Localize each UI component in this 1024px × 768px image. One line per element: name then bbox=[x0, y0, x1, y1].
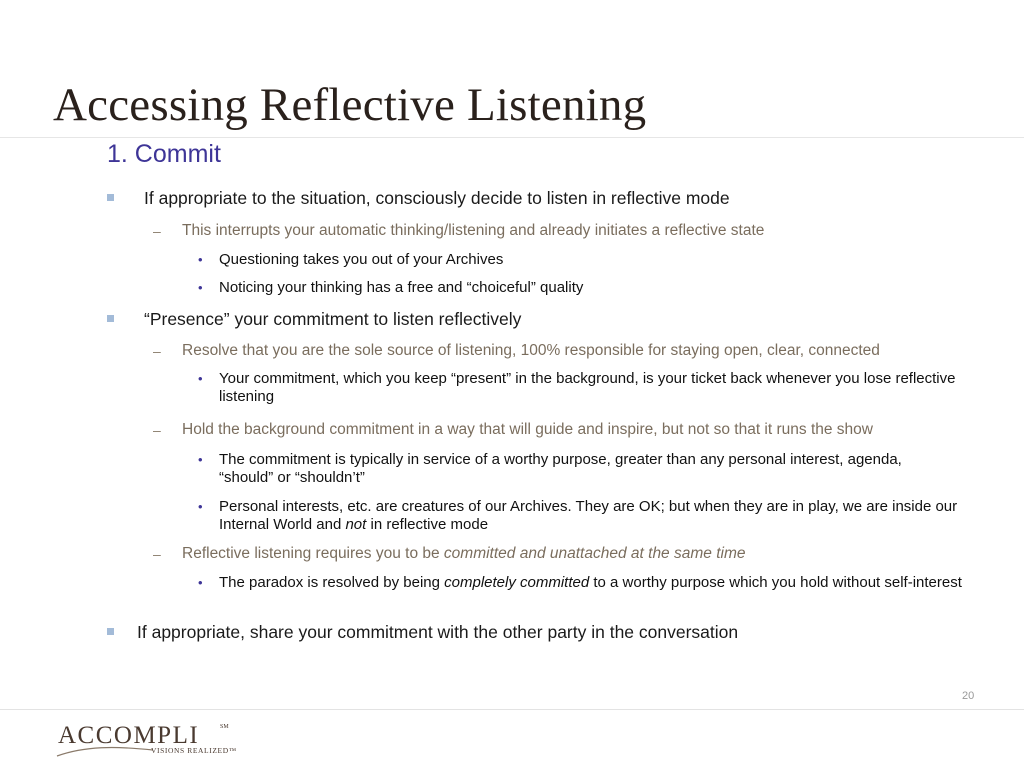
bullet-level3: The paradox is resolved by being completely committed to a worthy purpose which you hold without self-interest bbox=[219, 574, 962, 591]
dot-bullet-icon: • bbox=[198, 499, 203, 514]
square-bullet-icon bbox=[107, 315, 114, 322]
bullet-level3: Personal interests, etc. are creatures of our Archives. They are OK; but when they are in play, we are inside our Internal World and not in reflective mode bbox=[219, 498, 958, 533]
dot-bullet-icon: • bbox=[198, 575, 203, 590]
logo-tagline: VISIONS REALIZED™ bbox=[151, 746, 237, 755]
dash-bullet-icon: – bbox=[153, 546, 161, 562]
logo-wordmark: ACCOMPLI bbox=[58, 722, 200, 749]
dot-bullet-icon: • bbox=[198, 371, 203, 386]
bullet-level1: If appropriate to the situation, consciously decide to listen in reflective mode bbox=[144, 188, 730, 208]
bullet-level1: If appropriate, share your commitment with the other party in the conversation bbox=[137, 622, 739, 642]
bullet-level3: Your commitment, which you keep “present” in the background, is your ticket back whenever you lose reflective listening bbox=[219, 370, 956, 405]
square-bullet-icon bbox=[107, 194, 114, 201]
accompli-logo bbox=[55, 720, 245, 760]
square-bullet-icon bbox=[107, 628, 114, 635]
swoosh-icon bbox=[55, 744, 155, 758]
bullet-level3: Questioning takes you out of your Archives bbox=[219, 251, 504, 268]
bullet-level2: Resolve that you are the sole source of listening, 100% responsible for staying open, clear, connected bbox=[182, 342, 880, 359]
dot-bullet-icon: • bbox=[198, 280, 203, 295]
bullet-level2: This interrupts your automatic thinking/listening and already initiates a reflective state bbox=[182, 222, 765, 239]
bullet-level1: “Presence” your commitment to listen reflectively bbox=[144, 309, 522, 329]
slide-subtitle: 1. Commit bbox=[107, 140, 221, 168]
bullet-level2: Reflective listening requires you to be committed and unattached at the same time bbox=[182, 545, 746, 562]
logo-service-mark: SM bbox=[220, 724, 229, 730]
dash-bullet-icon: – bbox=[153, 223, 161, 239]
bullet-level2: Hold the background commitment in a way that will guide and inspire, but not so that it runs the show bbox=[182, 421, 873, 438]
dash-bullet-icon: – bbox=[153, 422, 161, 438]
dot-bullet-icon: • bbox=[198, 252, 203, 267]
title-divider bbox=[0, 137, 1024, 138]
slide-title: Accessing Reflective Listening bbox=[53, 79, 647, 131]
dash-bullet-icon: – bbox=[153, 343, 161, 359]
dot-bullet-icon: • bbox=[198, 452, 203, 467]
footer-divider bbox=[0, 709, 1024, 710]
page-number: 20 bbox=[962, 690, 975, 702]
bullet-level3: Noticing your thinking has a free and “choiceful” quality bbox=[219, 279, 584, 296]
bullet-level3: The commitment is typically in service of a worthy purpose, greater than any personal interest, agenda, “should” or “shouldn’t” bbox=[219, 451, 902, 486]
